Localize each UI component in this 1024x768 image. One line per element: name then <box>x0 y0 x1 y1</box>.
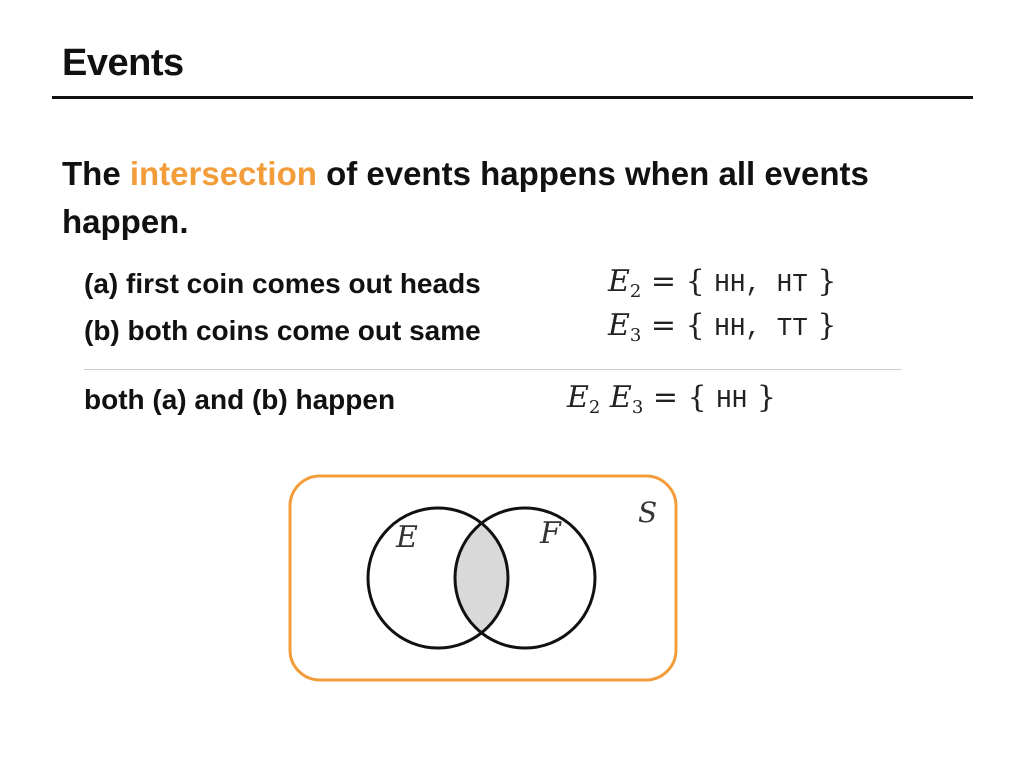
case-b-equation <box>608 308 836 346</box>
result-items: HH <box>716 385 748 415</box>
result-label: both (a) and (b) happen <box>84 384 396 415</box>
lead-after: of events happens when all events happen. <box>62 155 869 240</box>
slide-title: Events <box>62 42 184 84</box>
case-a-sub: 2 <box>629 281 642 302</box>
sample-space-label: S <box>638 496 658 529</box>
case-a-eq: = { <box>650 264 705 299</box>
lead-sentence <box>62 150 962 246</box>
case-b-items: HH, TT <box>714 313 808 343</box>
result-eq: = { <box>652 380 707 415</box>
case-b-sub: 3 <box>629 325 642 346</box>
case-b-label: (b) both coins come out same <box>84 315 481 346</box>
case-a-label: (a) first coin comes out heads <box>84 268 481 299</box>
result-equation <box>567 380 776 418</box>
case-a-close: } <box>817 264 837 299</box>
case-a-set: E <box>608 264 630 299</box>
case-b-set: E <box>608 308 630 343</box>
case-b-eq: = { <box>650 308 705 343</box>
result-sub-2: 3 <box>631 397 644 418</box>
case-b-close: } <box>817 308 837 343</box>
result-set-2: E <box>609 380 632 415</box>
set-f-label: F <box>540 516 561 551</box>
lead-before: The <box>62 155 121 192</box>
case-a-equation <box>608 264 836 302</box>
case-a-items: HH, HT <box>714 269 808 299</box>
venn-diagram <box>280 466 690 696</box>
result-close: } <box>756 380 776 415</box>
title-rule <box>52 96 973 99</box>
section-divider <box>84 369 902 370</box>
lead-highlight: intersection <box>129 155 317 192</box>
result-sub-1: 2 <box>588 397 601 418</box>
set-e-label: E <box>396 520 418 555</box>
result-set-1: E <box>567 380 589 415</box>
